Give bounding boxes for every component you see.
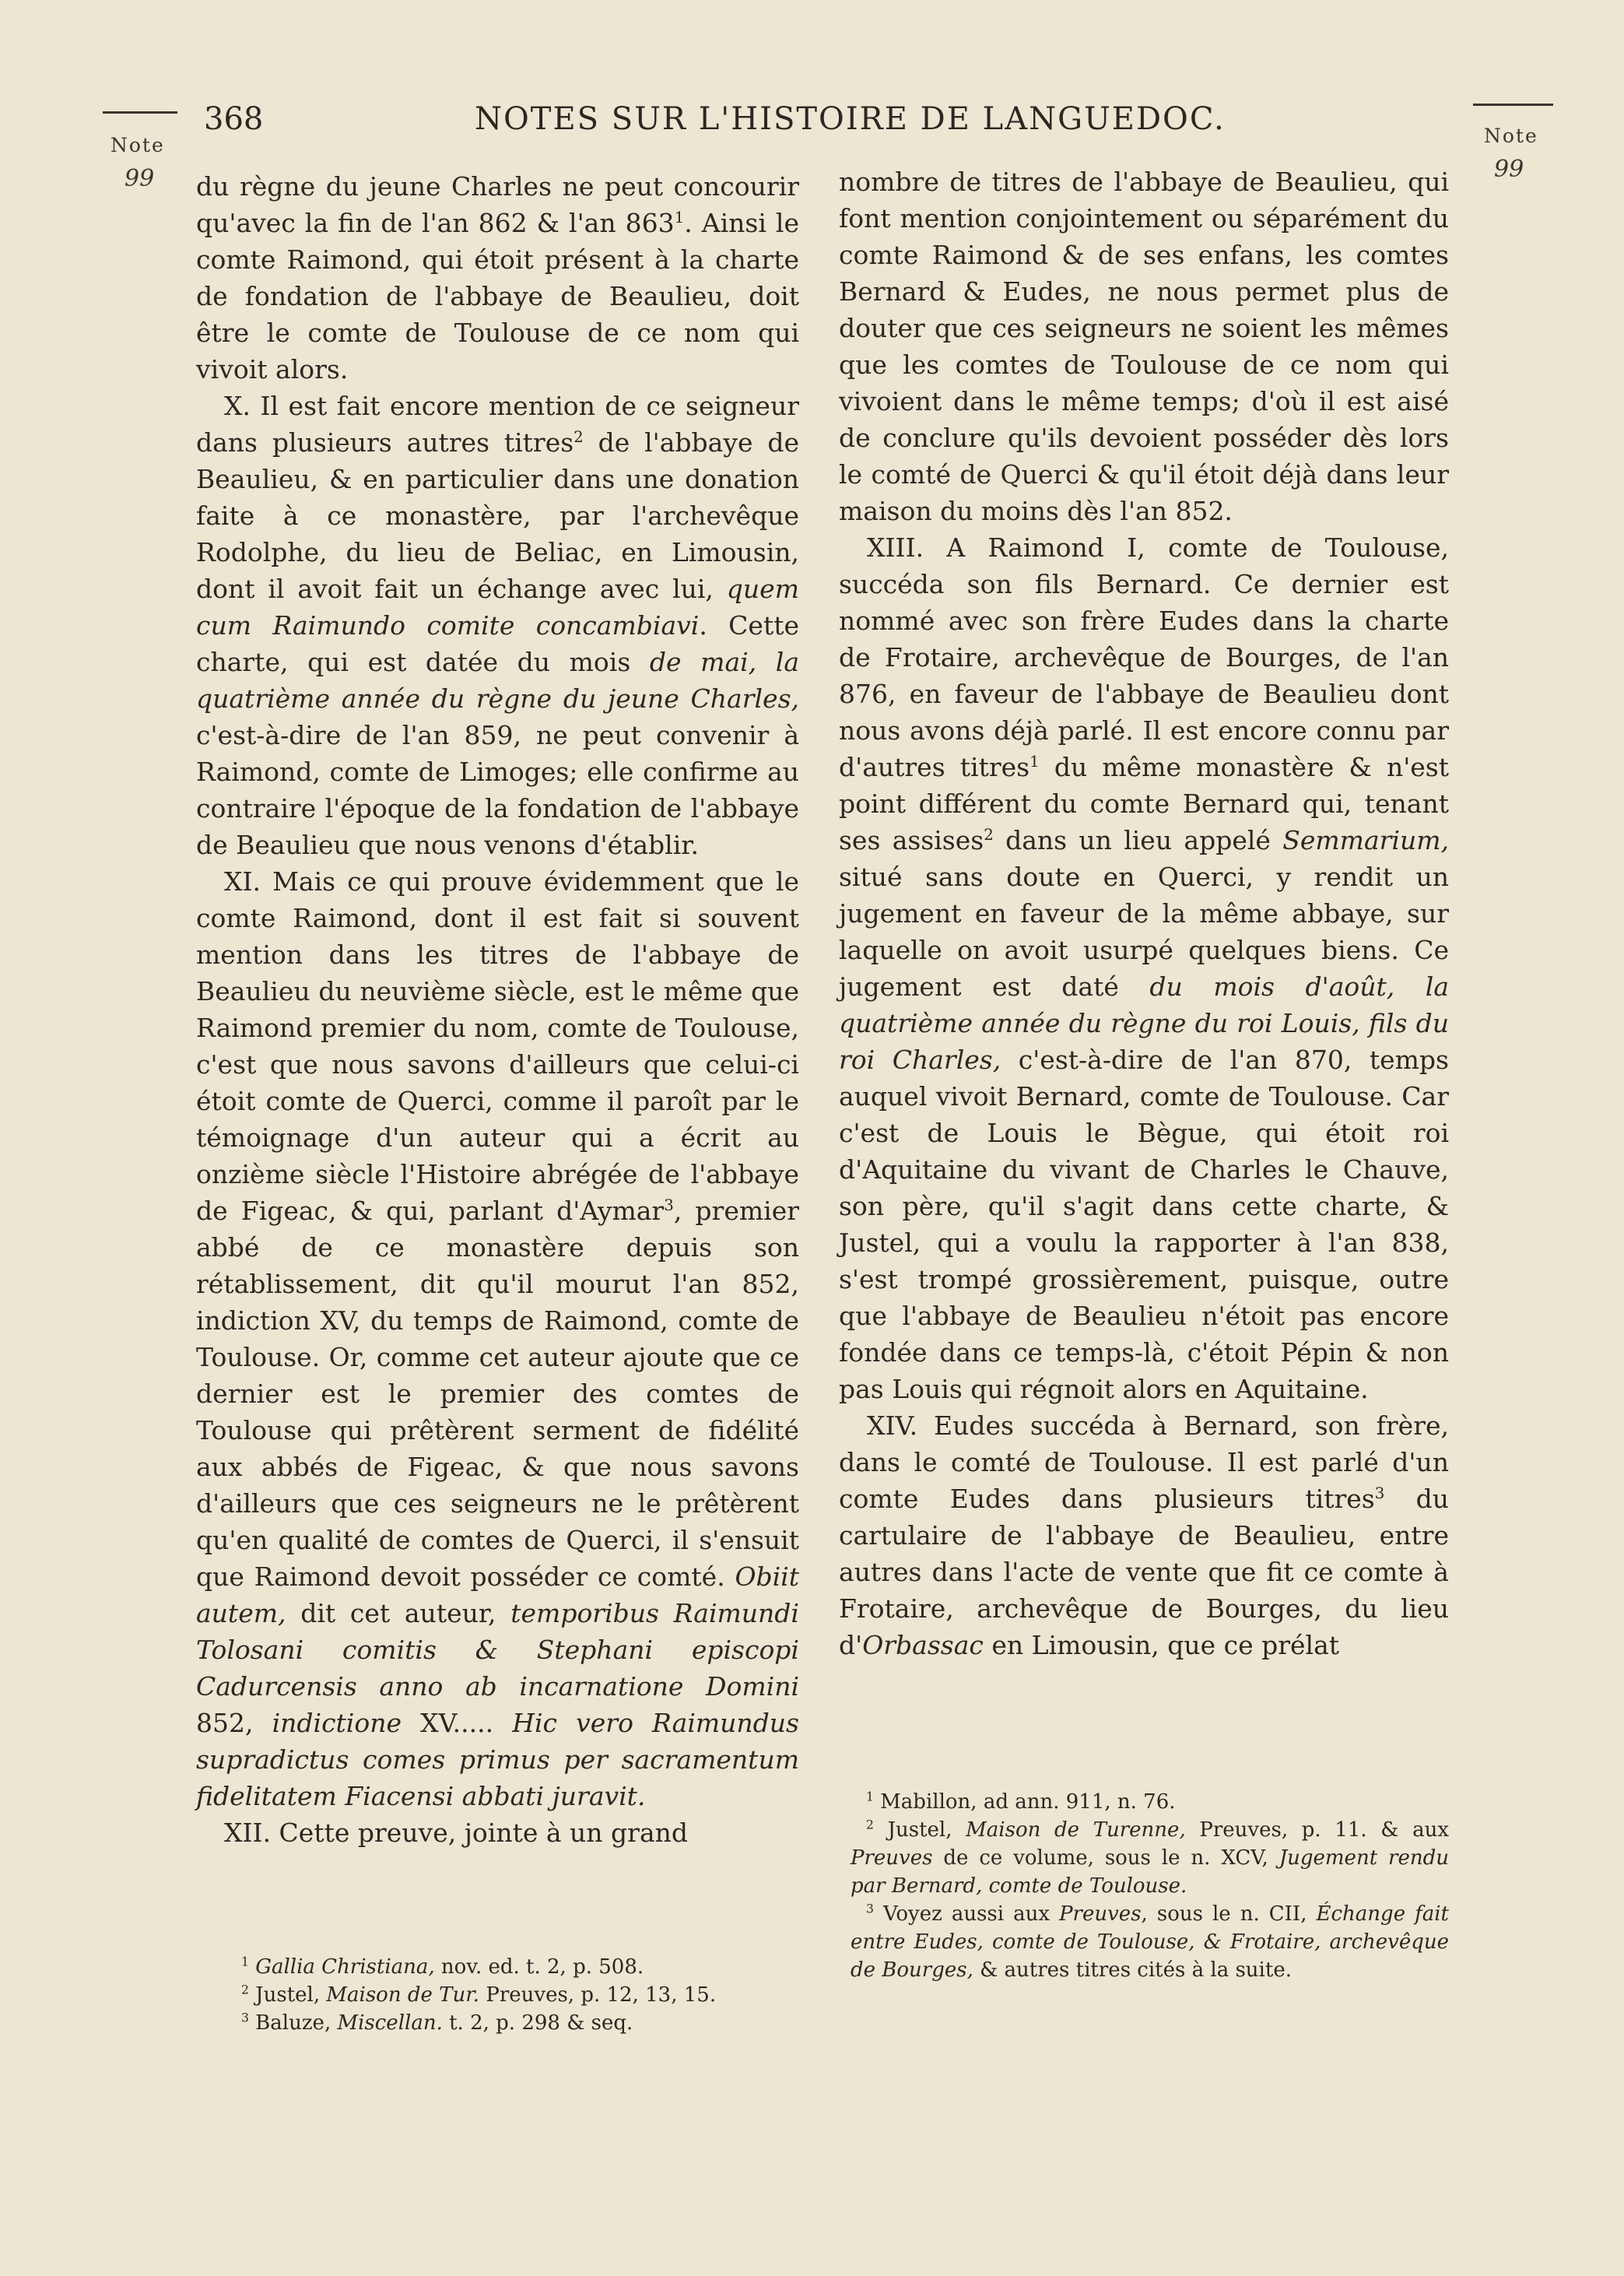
footnote-marker: 3 (241, 2011, 249, 2025)
text-run: . Cette charte, qui est datée du mois (196, 610, 799, 677)
italic-text: Obiit autem, (196, 1561, 799, 1628)
footnote-marker: 1 (241, 1955, 249, 1969)
text-run: Voyez aussi aux (873, 1902, 1060, 1926)
running-head: NOTES SUR L'HISTOIRE DE LANGUEDOC. (475, 101, 1226, 137)
italic-text: Gallia Christiana, (255, 1955, 435, 1979)
left-footnotes (226, 1953, 799, 2037)
right-column-text (839, 163, 1449, 1663)
footnote-marker: 1 (1029, 753, 1040, 771)
text-run (249, 1955, 255, 1979)
text-run: Mabillon, ad ann. 911, n. 76. (873, 1790, 1176, 1814)
text-run: du règne du jeune Charles ne peut concourir qu'avec la fin de l'an 862 & l'an 863 (196, 171, 799, 238)
text-run: dans un lieu appelé (993, 825, 1283, 855)
footnote-marker: 1 (866, 1790, 874, 1804)
text-run: Preuves, p. 11. & aux (1185, 1818, 1449, 1842)
italic-text: quem cum Raimundo comite concambiavi (196, 574, 799, 641)
text-run: du même monastère & n'est point différent du comte Bernard qui, tenant ses assises (839, 752, 1449, 855)
text-run: Preuves, p. 12, 13, 15. (479, 1983, 717, 2007)
text-run: de ce volume, sous le n. XCV, (932, 1846, 1279, 1870)
text-run: , premier abbé de ce monastère depuis son rétablissement, dit qu'il mourut l'an 852, indiction XV, du temps de Raimond, comte de Toulouse. Or, comme cet auteur ajoute que ce dernier est le premier des comtes de Toulouse qui prêtèrent serment de fidélité aux abbés de Figeac, & que nous savons d'ailleurs que ces seigneurs ne le prêtèrent qu'en qualité de comtes de Querci, il s'ensuit que Raimond devoit posséder ce comté. (196, 1196, 800, 1592)
right-margin-note-label: Note (1484, 125, 1538, 147)
left-column-text (196, 168, 799, 1851)
page-number: 368 (204, 101, 264, 137)
italic-text: de mai, la quatrième année du règne du jeune Charles, (196, 647, 799, 714)
footnote-marker: 2 (241, 1983, 249, 1997)
footnote (851, 1788, 1449, 1816)
italic-text: du mois d'août, la quatrième année du règne du roi Louis, fils du roi Charles, (839, 971, 1450, 1075)
footnote-marker: 2 (866, 1818, 874, 1832)
italic-text: Orbassac (862, 1630, 984, 1660)
footnote (226, 1981, 799, 2009)
italic-text: Maison de Tur. (326, 1983, 480, 2007)
text-run: t. 2, p. 298 & seq. (442, 2011, 633, 2035)
paragraph (196, 168, 799, 388)
italic-text: Hic vero Raimundus supradictus comes primus per sacramentum fidelitatem Fiacensi abbati juravit. (196, 1708, 799, 1811)
text-run: XII. Cette preuve, jointe à un grand (224, 1818, 688, 1848)
italic-text: Jugement rendu par Bernard, comte de Toulouse. (851, 1846, 1449, 1898)
text-run: . Ainsi le comte Raimond, qui étoit présent à la charte de fondation de l'abbaye de Beaulieu, doit être le comte de Toulouse de ce nom qui vivoit alors. (196, 208, 799, 385)
italic-text: Preuves (851, 1846, 933, 1870)
text-run: & autres titres cités à la suite. (973, 1958, 1292, 1982)
footnote-marker: 1 (674, 209, 685, 227)
italic-text: Preuves (1059, 1902, 1142, 1926)
paragraph (839, 163, 1449, 529)
footnote-marker: 2 (984, 826, 994, 844)
text-run: Justel, (248, 1983, 327, 2007)
italic-text: Échange fait entre Eudes, comte de Toulouse, & Frotaire, archevêque de Bourges, (851, 1902, 1450, 1982)
footnote (851, 1900, 1449, 1984)
footnote (851, 1816, 1449, 1900)
text-run: de l'abbaye de Beaulieu, & en particulier dans une donation faite à ce monastère, par l'archevêque Rodolphe, du lieu de Beliac, en Limousin, dont il avoit fait un échange avec lui, (196, 427, 799, 604)
text-run: Justel, (873, 1818, 966, 1842)
text-run: nombre de titres de l'abbaye de Beaulieu, qui font mention conjointement ou séparément du comte Raimond & de ses enfans, les comtes Bernard & Eudes, ne nous permet plus de douter que ces seigneurs ne soient les mêmes que les comtes de Toulouse de ce nom qui vivoient dans le même temps; d'où il est aisé de conclure qu'ils devoient posséder dès lors le comté de Querci & qu'il étoit déjà dans leur maison du moins dès l'an 852. (839, 167, 1449, 526)
paragraph (196, 1814, 799, 1851)
text-run: , sous le n. CII, (1141, 1902, 1317, 1926)
paragraph (196, 388, 799, 863)
paragraph (839, 1407, 1449, 1663)
footnote-marker: 2 (573, 428, 584, 446)
text-run: XV..... (402, 1708, 513, 1738)
italic-text: temporibus Raimundi Tolosani comitis & Stephani episcopi Cadurcensis anno ab incarnatione Domini (196, 1598, 799, 1702)
italic-text: indictione (272, 1708, 402, 1738)
text-run: nov. ed. t. 2, p. 508. (434, 1955, 644, 1979)
left-margin-rule (103, 111, 177, 114)
footnote (226, 1953, 799, 1981)
paragraph (196, 863, 799, 1814)
left-margin-note-label: Note (110, 134, 165, 156)
text-run: c'est-à-dire de l'an 870, temps auquel vivoit Bernard, comte de Toulouse. Car c'est de Louis le Bègue, qui étoit roi d'Aquitaine du vivant de Charles le Chauve, son père, qu'il s'agit dans cette charte, & Justel, qui a voulu la rapporter à l'an 838, s'est trompé grossièrement, puisque, outre que l'abbaye de Beaulieu n'étoit pas encore fondée dans ce temps-là, c'étoit Pépin & non pas Louis qui régnoit alors en Aquitaine. (839, 1045, 1449, 1404)
text-run: XIII. A Raimond I, comte de Toulouse, succéda son fils Bernard. Ce dernier est nommé avec son frère Eudes dans la charte de Frotaire, archevêque de Bourges, de l'an 876, en faveur de l'abbaye de Beaulieu dont nous avons déjà parlé. Il est encore connu par d'autres titres (839, 532, 1449, 782)
right-margin-note-number: 99 (1494, 156, 1524, 183)
footnote-marker: 3 (664, 1196, 674, 1214)
italic-text: Maison de Turenne, (966, 1818, 1186, 1842)
paragraph (839, 529, 1449, 1407)
text-run: dit cet auteur, (286, 1598, 511, 1628)
text-run: 852, (196, 1708, 272, 1738)
footnote-marker: 3 (1374, 1484, 1385, 1502)
right-footnotes (851, 1788, 1449, 1984)
footnote-marker: 3 (866, 1902, 874, 1916)
text-run: en Limousin, que ce prélat (983, 1630, 1340, 1660)
text-run: situé sans doute en Querci, y rendit un jugement en faveur de la même abbaye, sur laquelle on avoit usurpé quelques biens. Ce jugement est daté (839, 862, 1449, 1002)
italic-text: Semmarium, (1282, 825, 1449, 855)
text-run: XI. Mais ce qui prouve évidemment que le comte Raimond, dont il est fait si souvent mention dans les titres de l'abbaye de Beaulieu du neuvième siècle, est le même que Raimond premier du nom, comte de Toulouse, c'est que nous savons d'ailleurs que celui-ci étoit comte de Querci, comme il paroît par le témoignage d'un auteur qui a écrit au onzième siècle l'Histoire abrégée de l'abbaye de Figeac, & qui, parlant d'Aymar (196, 866, 799, 1226)
right-margin-rule (1473, 104, 1553, 106)
text-run: Baluze, (248, 2011, 338, 2035)
italic-text: Miscellan. (337, 2011, 443, 2035)
text-run: du cartulaire de l'abbaye de Beaulieu, entre autres dans l'acte de vente que fit ce comte à Frotaire, archevêque de Bourges, du lieu d' (839, 1484, 1449, 1660)
footnote (226, 2009, 799, 2037)
text-run: c'est-à-dire de l'an 859, ne peut convenir à Raimond, comte de Limoges; elle confirme au contraire l'époque de la fondation de l'abbaye de Beaulieu que nous venons d'établir. (196, 720, 799, 860)
text-run: XIV. Eudes succéda à Bernard, son frère, dans le comté de Toulouse. Il est parlé d'un comte Eudes dans plusieurs titres (839, 1410, 1449, 1514)
left-margin-note-number: 99 (125, 165, 155, 192)
text-run: X. Il est fait encore mention de ce seigneur dans plusieurs autres titres (196, 391, 799, 458)
